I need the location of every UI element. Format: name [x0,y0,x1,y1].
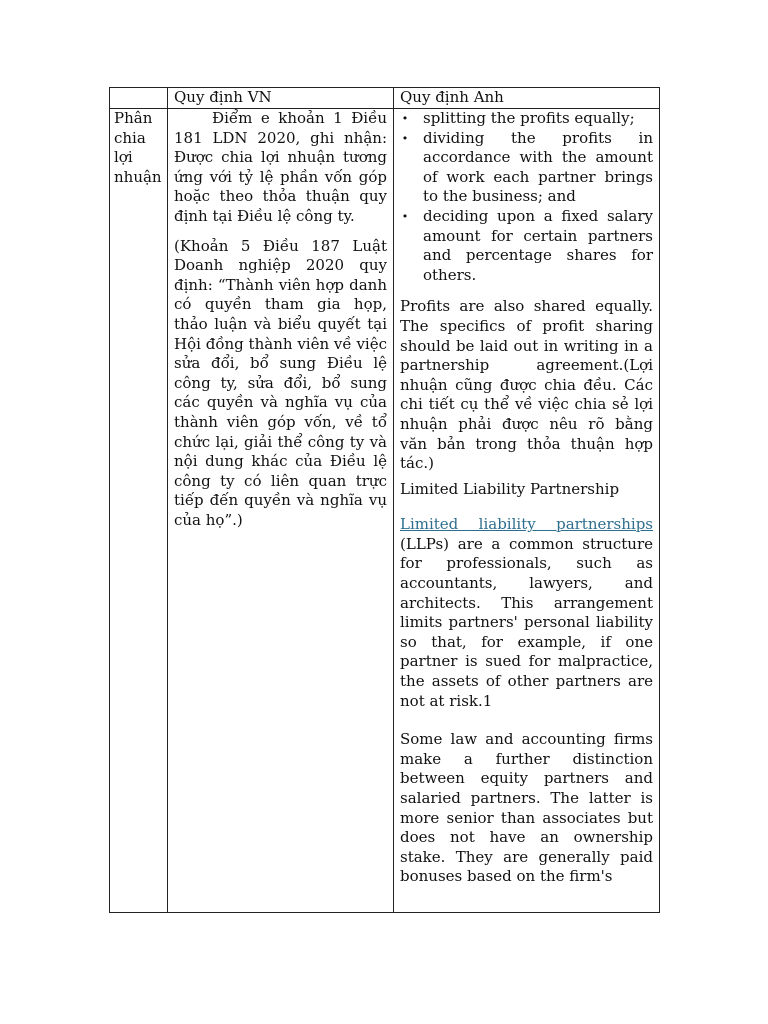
list-item [401,109,653,129]
bullet-dot-icon: • [401,131,409,145]
vn-regulation-cell [168,109,394,913]
vn-paragraph-article-181: Điểm e khoản 1 Điều 181 LDN 2020, ghi nhận: Được chia lợi nhuận tương ứng với tỷ lệ phần vốn góp hoặc theo thỏa thuận quy định tại Điều lệ công ty. [174,109,387,225]
table-header-row [110,88,660,109]
llp-link[interactable]: Limited liability partnerships [400,515,653,534]
uk-profit-options-list [400,109,653,285]
uk-profits-shared-paragraph: Profits are also shared equally. The specifics of profit sharing should be laid out in writing in a partnership agreement.(Lợi nhuận cũng được chia đều. Các chi tiết cụ thể về việc chia sẻ lợi nhuận phải được nêu rõ bằng văn bản trong thỏa thuận hợp tác.) [400,297,653,473]
bullet-dot-icon: • [401,112,409,125]
list-item [401,206,653,285]
list-item-text: dividing the profits in accordance with the amount of work each partner brings to the business; and [423,128,653,206]
uk-llp-text: (LLPs) are a common structure for professionals, such as accountants, lawyers, and architects. This arrangement limits partners' personal liability so that, for example, if one partner is sued for malpractice, the assets of other partners are not at risk.1 [400,534,653,710]
uk-equity-partners-paragraph: Some law and accounting firms make a further distinction between equity partners and salaried partners. The latter is more senior than associates but does not have an ownership stake. They are generally paid bonuses based on the firm's [400,730,653,886]
row-label-profit-sharing: Phân chia lợi nhuận [110,109,168,913]
header-vn-regulation: Quy định VN [168,88,394,109]
uk-regulation-cell [394,109,660,913]
list-item-text: splitting the profits equally; [423,109,635,127]
header-uk-regulation: Quy định Anh [394,88,660,109]
list-item [401,128,653,207]
list-item-text: deciding upon a fixed salary amount for certain partners and percentage shares for others. [423,206,653,284]
table-row-profit-sharing [110,109,660,913]
header-blank-cell [110,88,168,109]
uk-llp-title: Limited Liability Partnership [400,479,620,498]
uk-llp-paragraph [400,515,653,711]
vn-paragraph-article-187: (Khoản 5 Điều 187 Luật Doanh nghiệp 2020 quy định: “Thành viên hợp danh có quyền tham gia họp, thảo luận và biểu quyết tại Hội đồng thành viên về việc sửa đổi, bổ sung Điều lệ công ty, sửa đổi, bổ sung các quyền và nghĩa vụ của thành viên góp vốn, về tổ chức lại, giải thể công ty và nội dung khác của Điều lệ công ty có liên quan trực tiếp đến quyền và nghĩa vụ của họ”.) [174,236,387,529]
comparison-table [109,87,660,913]
bullet-dot-icon: • [401,209,409,223]
